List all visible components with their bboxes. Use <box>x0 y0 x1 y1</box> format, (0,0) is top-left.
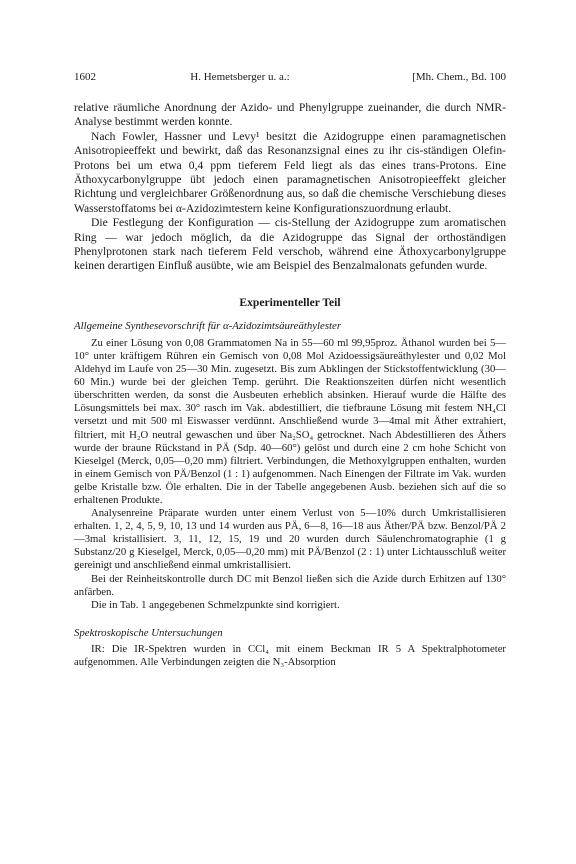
page-number: 1602 <box>74 71 96 83</box>
subsection-heading-spectroscopy: Spektroskopische Untersuchungen <box>74 626 223 639</box>
subsection-heading-synthesis: Allgemeine Synthesevorschrift für α-Azidozimtsäureäthylester <box>74 319 342 332</box>
experimental-body <box>74 337 506 669</box>
paragraph-8: IR: Die IR-Spektren wurden in CCl₄ mit einem Beckman IR 5 A Spektralphotometer aufgenommen. Alle Verbindungen zeigten die N₃-Absorption <box>74 642 506 668</box>
paragraph-1: relative räumliche Anordnung der Azido- und Phenylgruppe zueinander, die durch NMR-Analyse bestimmt werden konnte. <box>74 101 506 129</box>
paragraph-3: Die Festlegung der Konfiguration — cis-Stellung der Azidogruppe zum aromatischen Ring — war jedoch möglich, da die Azidogruppe das Signal der orthoständigen Phenylprotonen stark nach tieferem Feld verschob, während eine Äthoxycarbonylgruppe keinen derartigen Einfluß ausübte, wie am Beispiel des Benzalmalonats gefunden wurde. <box>74 216 506 273</box>
paragraph-4: Zu einer Lösung von 0,08 Grammatomen Na in 55—60 ml 99,95proz. Äthanol wurden bei 5—10° unter kräftigem Rühren ein Gemisch von 0,08 Mol Azidoessigsäureäthylester und 0,02 Mol Aldehyd im Laufe von 25—30 Min. zugesetzt. Bis zum Abklingen der Stickstoffentwicklung (30—60 Min.) wurde bei der gleichen Temp. gerührt. Die Reaktionszeiten dürfen nicht wesentlich überschritten werden, da sonst die Ausbeuten erheblich absinken. Hierauf wurde die Hälfte des Lösungsmittels bei max. 30° rasch im Vak. abdestilliert, die tiefbraune Lösung mit festem NH₄Cl versetzt und mit 500 ml Eiswasser verdünnt. Anschließend wurde 3—4mal mit Äther extrahiert, filtriert, mit H₂O neutral gewaschen und über Na₂SO₄ getrocknet. Nach Abdestillieren des Äthers wurde der braune Rückstand in PÄ (Sdp. 40—60°) gelöst und durch eine 2 cm hohe Schicht von Kieselgel (Merck, 0,05—0,20 mm) filtriert. Verbindungen, die Methoxylgruppen enthalten, wurden in einem Gemisch von PÄ/Benzol (1 : 1) aufgenommen. Nach Einengen der Filtrate im Vak. wurden gelbe Kristalle bzw. Öle erhalten. Die in der Tabelle angegebenen Ausb. beziehen sich auf die so erhaltenen Produkte. <box>74 336 506 506</box>
running-header <box>74 70 506 84</box>
page <box>74 70 506 669</box>
paragraph-6: Bei der Reinheitskontrolle durch DC mit Benzol ließen sich die Azide durch Erhitzen auf 130° anfärben. <box>74 572 506 598</box>
paragraph-5: Analysenreine Präparate wurden unter einem Verlust von 5—10% durch Umkristallisieren erhalten. 1, 2, 4, 5, 9, 10, 13 und 14 wurden aus PÄ, 6—8, 16—18 aus Äther/PÄ bzw. Benzol/PÄ 2—3mal kristallisiert. 3, 11, 12, 15, 19 und 20 wurden durch Säulenchromatographie (1 g Substanz/20 g Kieselgel, Merck, 0,05—0,20 mm) mit PÄ/Benzol (2 : 1) unter Lichtausschluß weiter gereinigt und anschließend einmal umkristallisiert. <box>74 507 506 572</box>
paragraph-7: Die in Tab. 1 angegebenen Schmelzpunkte sind korrigiert. <box>91 598 340 611</box>
paragraph-2: Nach Fowler, Hassner und Levy¹ besitzt die Azidogruppe einen paramagnetischen Anisotropieeffekt und bewirkt, daß das Resonanzsignal eines zu ihr cis-ständigen Olefin-Protons bei um etwa 0,4 ppm tieferem Feld liegt als das eines trans-Protons. Eine Äthoxycarbonylgruppe übt jedoch einen paramagnetischen Anisotropieeffekt gleicher Richtung und vergleichbarer Größenordnung aus, so daß die chemische Verschiebung dieses Wasserstoffatoms bei α-Azidozimtestern keine Konfigurationszuordnung erlaubt. <box>74 129 506 215</box>
section-heading: Experimenteller Teil <box>239 295 341 309</box>
header-author: H. Hemetsberger u. a.: <box>190 71 290 83</box>
header-journal: [Mh. Chem., Bd. 100 <box>412 71 506 83</box>
